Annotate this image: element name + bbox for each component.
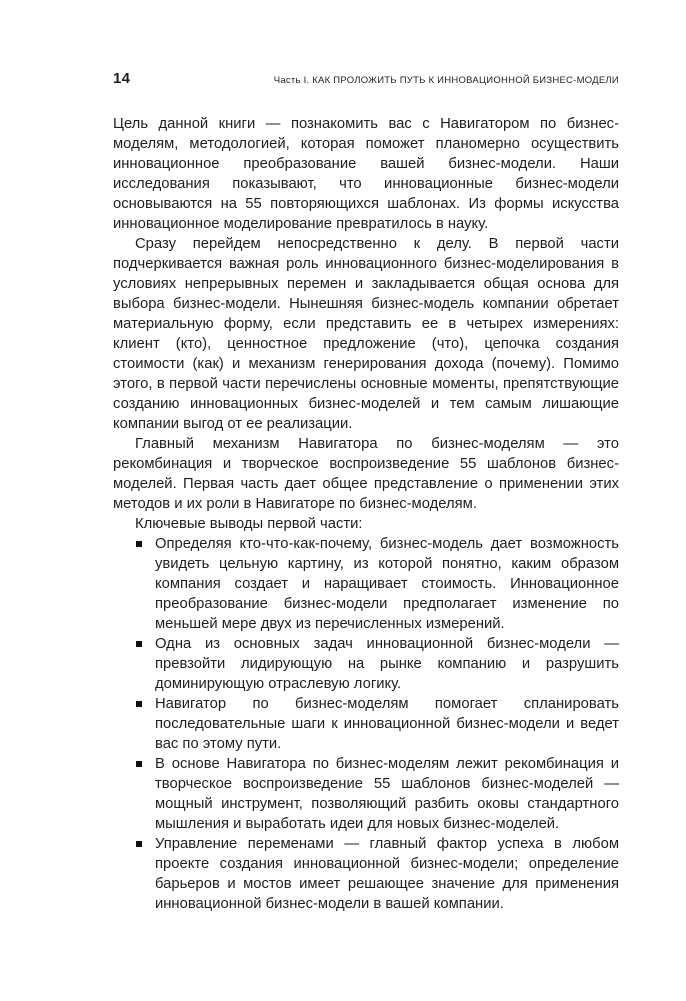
list-item	[113, 834, 619, 914]
list-item	[113, 754, 619, 834]
square-bullet-icon	[136, 541, 142, 547]
paragraph-part-one-overview: Сразу перейдем непосредственно к делу. В первой части подчеркивается важная роль инновационного бизнес-моделирования в условиях непрерывных перемен и закладывается общая основа для выбора бизнес-модели. Нынешняя бизнес-модель компании обретает материальную форму, если представить ее в четырех измерениях: клиент (кто), ценностное предложение (что), цепочка создания стоимости (как) и механизм генерирования дохода (почему). Помимо этого, в первой части перечислены основные моменты, препятствующие созданию инновационных бизнес-моделей и тем самым лишающие компании выгод от ее реализации.	[113, 236, 619, 432]
paragraph-intro: Цель данной книги — познакомить вас с Навигатором по бизнес-моделям, методологией, которая поможет планомерно осуществить инновационное преобразование вашей бизнес-модели. Наши исследования показывают, что инновационные бизнес-модели основываются на 55 повторяющихся шаблонах. Из формы искусства инновационное моделирование превратилось в науку.	[113, 116, 619, 232]
page-number: 14	[113, 70, 131, 87]
key-findings-list	[113, 534, 619, 914]
square-bullet-icon	[136, 641, 142, 647]
body-text	[113, 114, 619, 914]
paragraph-key-findings-lead: Ключевые выводы первой части:	[135, 516, 363, 532]
square-bullet-icon	[136, 761, 142, 767]
list-item-text: В основе Навигатора по бизнес-моделям лежит рекомбинация и творческое воспроизведение 55 шаблонов бизнес-моделей — мощный инструмент, позволяющий разбить оковы стандартного мышления и выработать идеи для новых бизнес-моделей.	[155, 756, 619, 832]
paragraph-navigator-mechanism: Главный механизм Навигатора по бизнес-моделям — это рекомбинация и творческое воспроизведение 55 шаблонов бизнес-моделей. Первая часть дает общее представление о применении этих методов и их роли в Навигаторе по бизнес-моделям.	[113, 436, 619, 512]
square-bullet-icon	[136, 701, 142, 707]
list-item-text: Управление переменами — главный фактор успеха в любом проекте создания инновационной бизнес-модели; определение барьеров и мостов имеет решающее значение для применения инновационной бизнес-модели в вашей компании.	[155, 836, 619, 912]
list-item	[113, 534, 619, 634]
list-item	[113, 694, 619, 754]
list-item-text: Одна из основных задач инновационной бизнес-модели — превзойти лидирующую на рынке компанию и разрушить доминирующую отраслевую логику.	[155, 636, 619, 692]
list-item-text: Навигатор по бизнес-моделям помогает спланировать последовательные шаги к инновационной бизнес-модели и ведет вас по этому пути.	[155, 696, 619, 752]
page-header	[113, 70, 619, 87]
list-item-text: Определяя кто-что-как-почему, бизнес-модель дает возможность увидеть цельную картину, из которой понятно, каким образом компания создает и наращивает стоимость. Инновационное преобразование бизнес-модели предполагает изменение по меньшей мере двух из перечисленных измерений.	[155, 536, 619, 632]
running-head: Часть I. КАК ПРОЛОЖИТЬ ПУТЬ К ИННОВАЦИОННОЙ БИЗНЕС-МОДЕЛИ	[273, 75, 619, 86]
square-bullet-icon	[136, 841, 142, 847]
list-item	[113, 634, 619, 694]
